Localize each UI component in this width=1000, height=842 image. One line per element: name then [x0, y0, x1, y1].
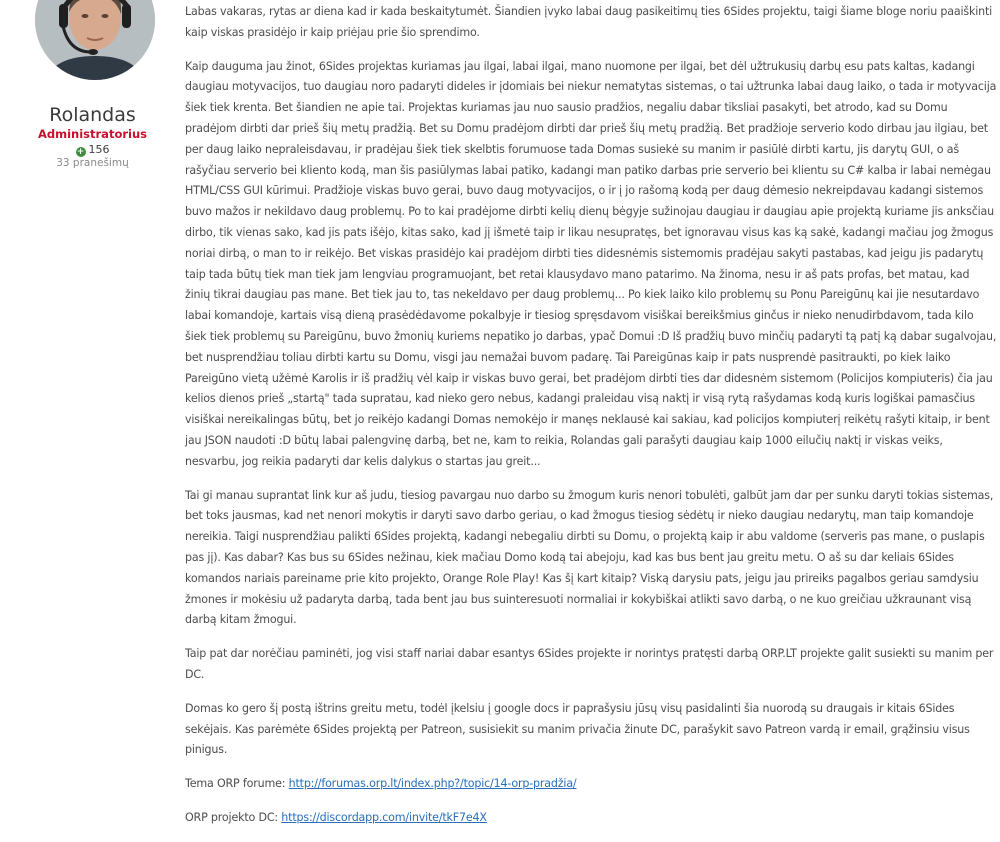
reputation-count: 156	[88, 143, 110, 156]
avatar-image	[35, 0, 155, 80]
post-count: 33 pranešimų	[56, 157, 129, 169]
forum-topic-link[interactable]: http://forumas.orp.lt/index.php?/topic/14-orp-pradžia/	[288, 777, 577, 791]
discord-line	[185, 808, 997, 829]
post-paragraph-1: Labas vakaras, rytas ar diena kad ir kada beskaitytumėt. Šiandien įvyko labai daug pasikeitimų ties 6Sides projektu, taigi šiame bloge noriu paaiškinti kaip viskas prasidėjo ir kaip priėjau prie šio sprendimo.	[185, 5, 993, 39]
plus-icon: +	[76, 147, 85, 157]
post-paragraph-2: Kaip dauguma jau žinot, 6Sides projektas kuriamas jau ilgai, labai ilgai, mano nuomone per ilgai, bet dėl užtrukusių darbų esu pats kaltas, kadangi daugiau motyvacijos, tuo daugiau noro padaryti dideles ir įdomiais bei niekur nematytas sistemas, o tai užtrunka labai daug laiko, o tada ir motyvacija šiek tiek krenta. Bet šiandien ne apie tai. Projektas kuriamas jau nuo sausio pradžios, negaliu dabar tiksliai pasakyti, bet atrodo, kad su Domu pradėjom dirbti dar prieš šių metų pradžią. Bet su Domu pradėjom dirbti dar prieš šių metų pradžią. Bet pradžioje serverio kodo dirbau jau ilgiau, bet per daug laiko nepraleisdavau, ir pradėjau šiek tiek skelbtis forumuose tada Domas susiekė su manim ir pasiūlė dirbti kartu, jis darytų GUI, o aš rašyčiau serverio bei kliento kodą, man šis pasiūlymas labai patiko, kadangi man patiko darbas prie serverio bei klientu su C# kalba ir labai nemėgau HTML/CSS GUI kūrimui. Pradžioje viskas buvo gerai, buvo daug motyvacijos, o ir į jo rašomą kodą per daug dėmesio nekreipdavau kadangi sistemos buvo mažos ir nekildavo daug problemų. Po to kai pradėjome dirbti kelių dienų bėgyje sužinojau daugiau ir daugiau apie projektą kuriame jis anksčiau dirbo, tik vienas sako, kad jis pats išėjo, kitas sako, kad jį išmetė taip ir likau nesupratęs, bet ignoravau visus kas ką sakė, kadangi mačiau jog žmogus noriai dirbą, o man to ir reikėjo. Bet viskas prasidėjo kai pradėjom dirbti ties didesnėmis sistemomis pradėjau sakyti pastabas, kad jeigu jis padarytų taip tada būtų tiek man tiek jam lengviau programuojant, bet retai klausydavo mano patarimo. Na žinoma, nesu ir aš pats profas, bet matau, kad žinių tikrai daugiau pas mane. Bet tiek jau to, tas nekeldavo per daug problemų... Po kiek laiko kilo problemų su Ponu Pareigūnų kai jie nesutardavo labai komandoje, kartais visą dieną prasėdėdavome pokalbyje ir tiesiog spręsdavom visiškai bereikšmius ginčus ir nieko nenudirbdavom, tada kilo šiek tiek problemų su Pareigūnu, buvo žmonių kuriems nepatiko jo darbas, ypač Domui :D Iš pradžių buvo minčių padaryti tą patį ką dabar sugalvojau, bet nusprendžiau toliau dirbti kartu su Domu, visgi jau nemažai buvom padarę. Tai Pareigūnas kaip ir pats nusprendė pasitraukti, po kiek laiko Pareigūno vietą užėmė Karolis ir iš pradžių vėl kaip ir viskas buvo gerai, bet pradėjom dirbti ties dar didesnėm sistemom (Policijos kompiuteris) čia jau kelios dienos prieš „startą" tada supratau, kad nieko gero nebus, kadangi praleidau visą naktį ir visą rytą rašydamas kodą kuris logiškai pamasčius visiškai nereikalingas būtų, bet jo reikėjo kadangi Domas nemokėjo ir manęs neklausė kai sakiau, kad policijos kompiuterį reikėtų rašyti kitaip, ir bent jau JSON naudoti :D būtų labai palengvinę darbą, bet ne, kam to reikia, Rolandas gali parašyti daugiau kaip 1000 eilučių naktį ir viskas veiks, nesvarbu, jog reikia padaryti dar kelis dalykus o startas jau greit...	[185, 59, 997, 468]
post-paragraph-3: Tai gi manau suprantat link kur aš judu, tiesiog pavargau nuo darbo su žmogum kuris nenori tobulėti, galbūt jam dar per sunku daryti tokias sistemas, bet toks jausmas, kad net nenori mokytis ir daryti savo darbo geriau, o kad žmogus tiesiog sėdėtų ir nieko daugiau nedarytų, man taip komandoje nereikia. Taigi nusprendžiau palikti 6Sides projektą, kadangi nebegaliu dirbti su Domu, o projektą kaip ir abu valdome (serveris pas mane, o puslapis pas jį). Kas dabar? Kas bus su 6Sides nežinau, kiek mačiau Domo kodą tai abejoju, kad kas bus bent jau greitu metu. O aš su dar keliais 6Sides komandos nariais pareiname prie kito projekto, Orange Role Play! Kas šį kart kitaip? Viską darysiu pats, jeigu jau prireiks pagalbos geriau samdysiu žmones ir mokėsiu už padaryta darbą, tada bent jau bus suinteresuoti normaliai ir kokybiškai atlikti savo darbą, o ne kuo greičiau užkraunant visą darbą kitam žmogui.	[185, 488, 994, 627]
author-name[interactable]: Rolandas	[49, 104, 136, 126]
discord-link[interactable]: https://discordapp.com/invite/tkF7e4X	[281, 810, 487, 824]
avatar[interactable]	[35, 0, 155, 80]
author-role: Administratorius	[37, 127, 147, 141]
author-panel	[0, 0, 185, 589]
forum-topic-line	[185, 774, 997, 795]
reputation-badge	[0, 143, 185, 157]
post-paragraph-5: Domas ko gero šį postą ištrins greitu metu, todėl įkelsiu į google docs ir paprašysiu jūsų visų pasidalinti šia nuorodą su draugais ir kitais 6Sides sekėjais. Kas parėmėte 6Sides projektą per Patreon, susisiekit su manim privačia žinute DC, parašykit savo Patreon vardą ir email, grąžinsiu visus pinigus.	[185, 701, 970, 757]
post-paragraph-4: Taip pat dar norėčiau paminėti, jog visi staff nariai dabar esantys 6Sides projekte ir norintys pratęsti darbą ORP.LT projekte galit susiekti su manim per DC.	[185, 647, 994, 681]
forum-topic-label: Tema ORP forume:	[185, 777, 289, 791]
discord-label: ORP projekto DC:	[185, 810, 282, 824]
post-content	[185, 2, 997, 842]
